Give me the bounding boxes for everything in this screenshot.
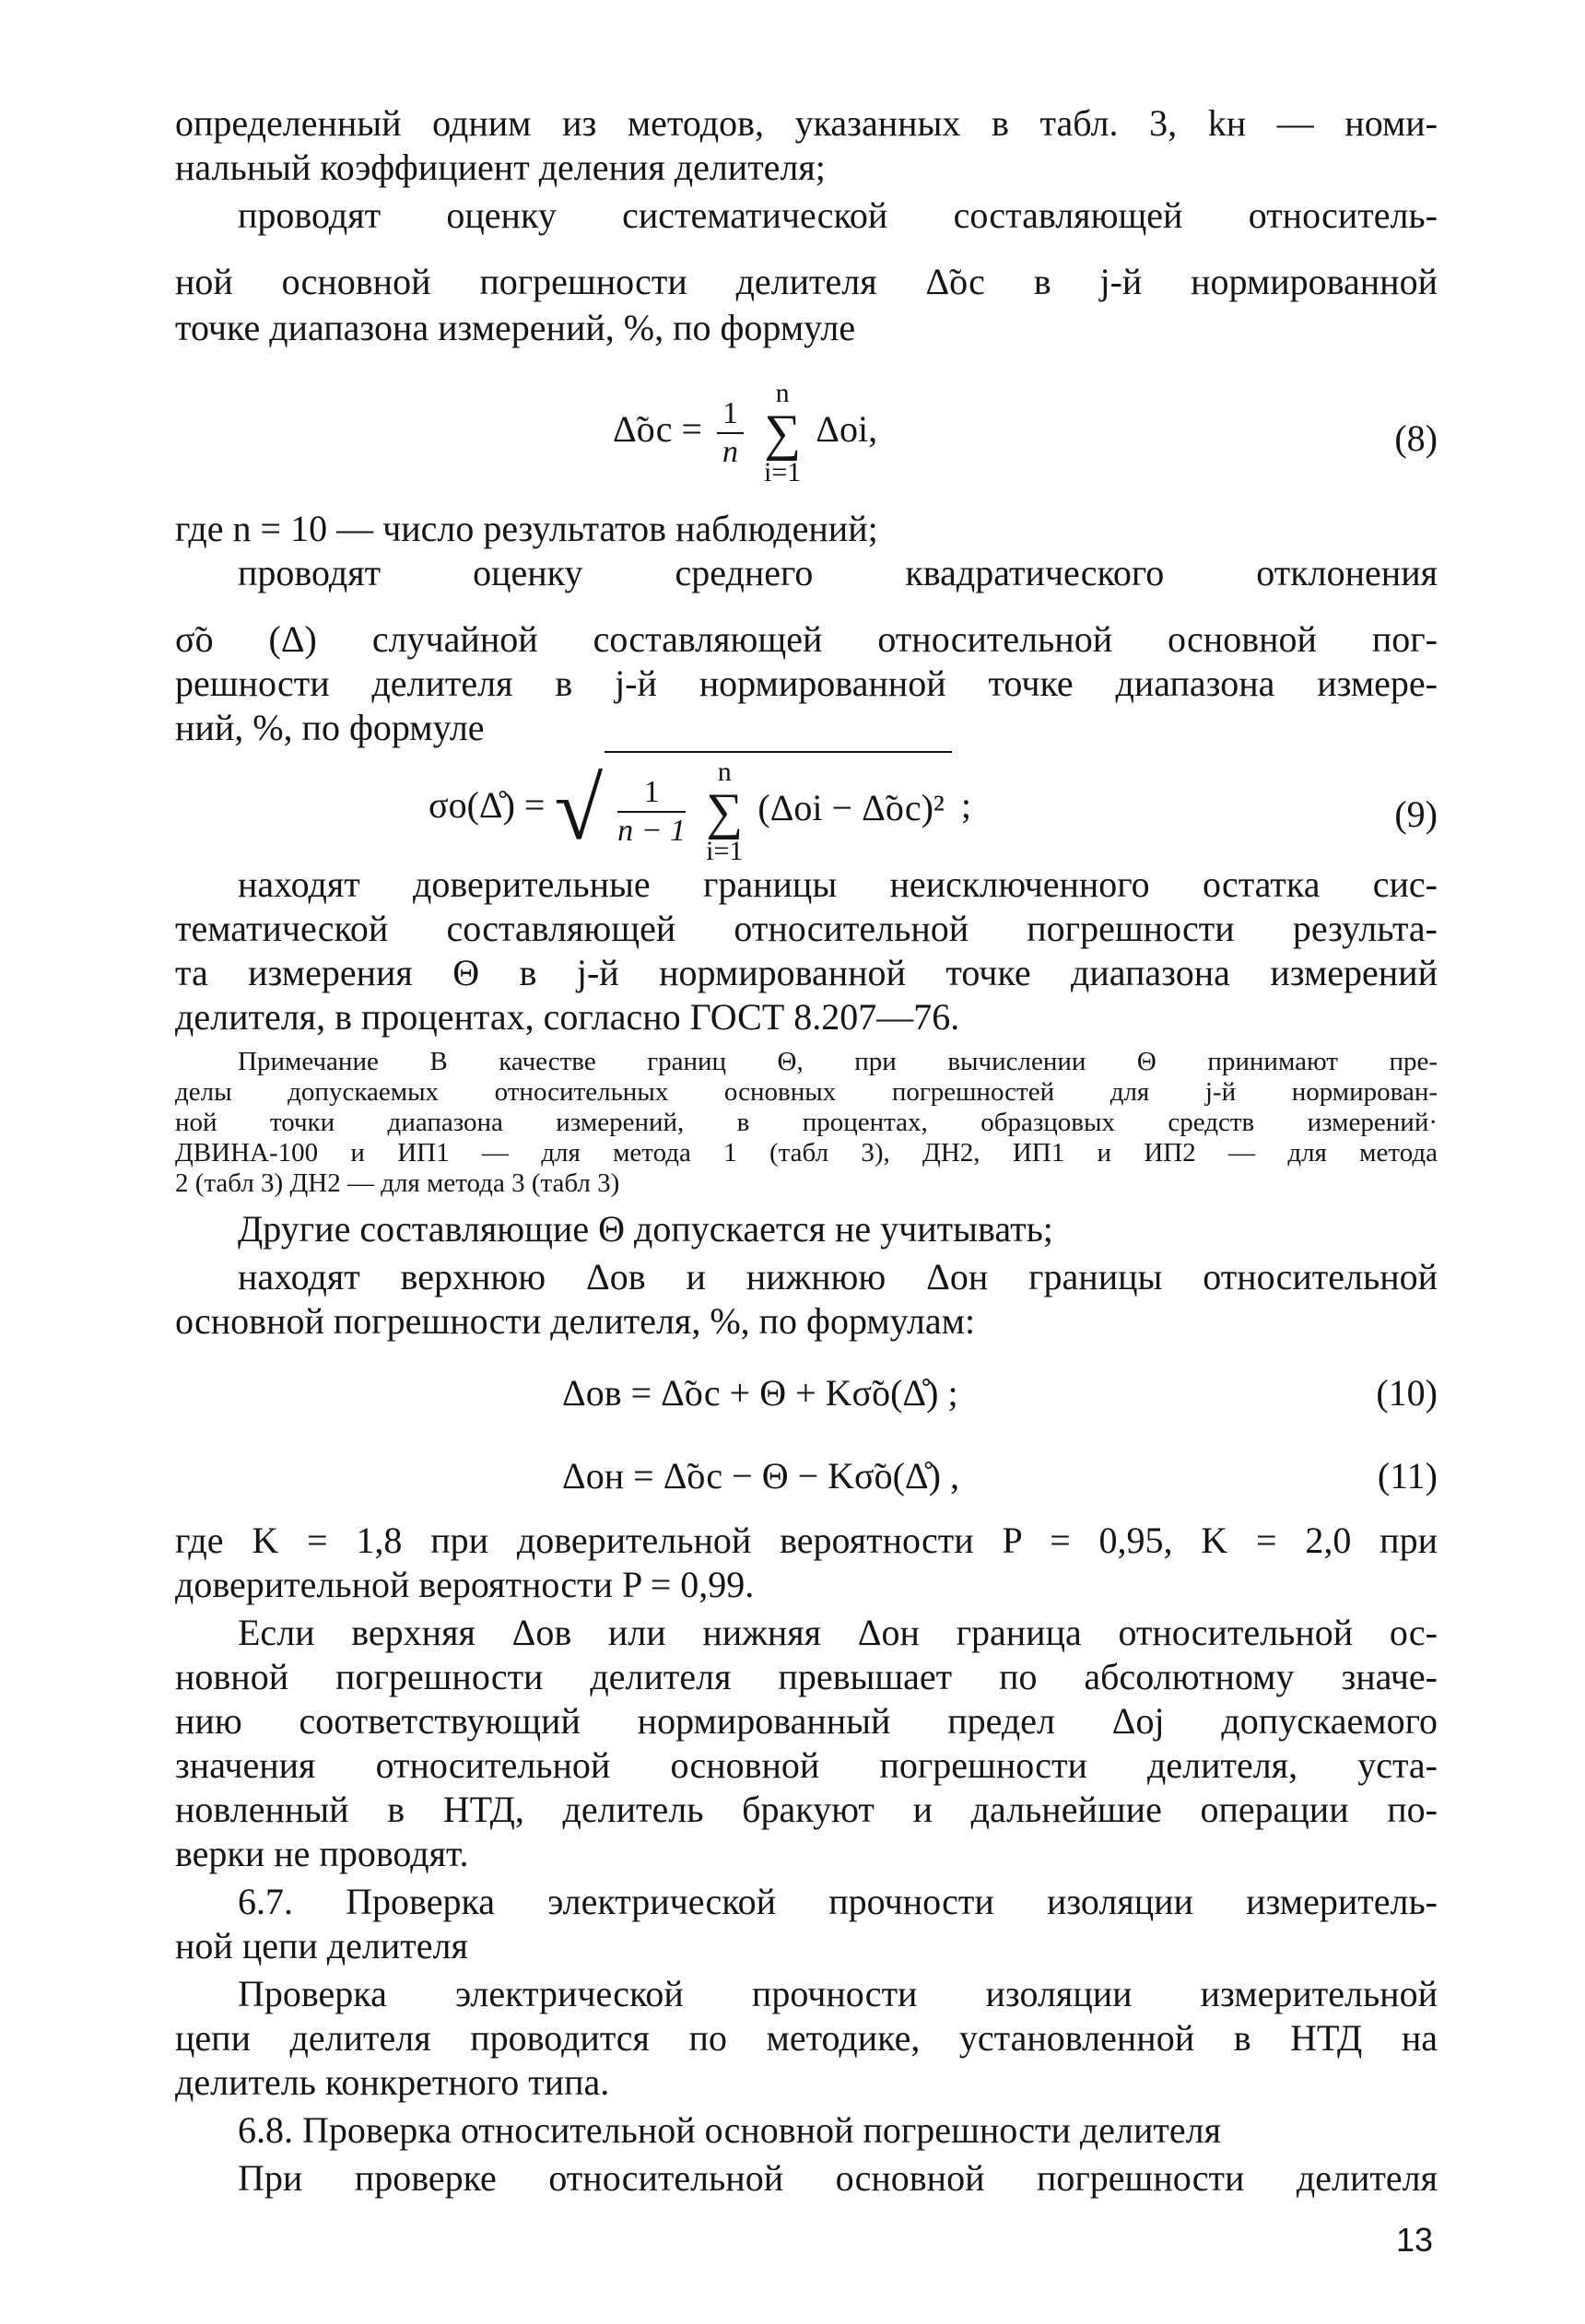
formula-10-number: (10) xyxy=(1376,1372,1438,1414)
text-line: где K = 1,8 при доверительной вероятности P = 0,95, K = 2,0 при xyxy=(175,1520,1438,1561)
text-line: находят доверительные границы неисключенного остатка сис- xyxy=(238,863,1438,905)
formula-9-term: (Δоi − Δ̃ос)² xyxy=(757,787,945,829)
text-line: новленный в НТД, делитель бракуют и дальнейшие операции по- xyxy=(175,1789,1438,1830)
formula-9-sum xyxy=(706,757,743,867)
text-line: Другие составляющие Θ допускается не учитывать; xyxy=(238,1208,1053,1250)
text-line: значения относительной основной погрешности делителя, уста- xyxy=(175,1744,1438,1786)
text-line: делителя, в процентах, согласно ГОСТ 8.207—76. xyxy=(175,996,960,1038)
text-line: Если верхняя Δов или нижняя Δон граница относительной ос- xyxy=(238,1612,1438,1653)
text-line: точке диапазона измерений, %, по формуле xyxy=(175,307,856,348)
text-line: где n = 10 — число результатов наблюдений; xyxy=(175,508,878,549)
text-line: делитель конкретного типа. xyxy=(175,2061,610,2103)
formula-9-denominator: n − 1 xyxy=(617,814,687,848)
formula-9-sum-top: n xyxy=(717,757,732,787)
formula-8-sum xyxy=(764,378,801,488)
formula-8-sum-bottom: i=1 xyxy=(764,457,802,487)
formula-8-numerator: 1 xyxy=(717,395,744,434)
formula-8-number: (8) xyxy=(1394,417,1438,459)
text-line: ний, %, по формуле xyxy=(175,707,485,748)
formula-9-lhs: σо(Δ̊) = xyxy=(429,784,546,827)
text-line: находят верхнюю Δов и нижнюю Δон границы относительной xyxy=(238,1256,1438,1297)
text-line: нальный коэффициент деления делителя; xyxy=(175,147,826,188)
section-heading: ной цепи делителя xyxy=(175,1925,468,1966)
text-line: решности делителя в j-й нормированной точке диапазона измере- xyxy=(175,663,1438,704)
text-line: цепи делителя проводится по методике, установленной в НТД на xyxy=(175,2017,1438,2059)
formula-8-fraction xyxy=(717,395,744,471)
text-line: определенный одним из методов, указанных в табл. 3, kн — номи- xyxy=(175,102,1438,144)
text-line: доверительной вероятности P = 0,99. xyxy=(175,1564,755,1605)
text-line: нию соответствующий нормированный предел Δоj допускаемого xyxy=(175,1700,1438,1742)
section-heading: 6.8. Проверка относительной основной погрешности делителя xyxy=(238,2109,1221,2151)
note-line: ДВИНА-100 и ИП1 — для метода 1 (табл 3), ДН2, ИП1 и ИП2 — для метода xyxy=(175,1138,1438,1168)
formula-9-sum-bottom: i=1 xyxy=(706,836,744,866)
formula-8-denominator: n xyxy=(722,435,739,469)
note-line: 2 (табл 3) ДН2 — для метода 3 (табл 3) xyxy=(175,1168,620,1198)
note-line: Примечание В качестве границ Θ, при вычислении Θ принимают пре- xyxy=(238,1047,1438,1076)
text-line: проводят оценку систематической составляющей относитель- xyxy=(238,194,1438,236)
note-line: делы допускаемых относительных основных погрешностей для j-й нормирован- xyxy=(175,1077,1438,1107)
formula-11: Δон = Δ̃ос − Θ − Kσ̃о(Δ̊) , xyxy=(562,1455,959,1497)
sum-symbol: ∑ xyxy=(706,783,744,840)
text-line: проводят оценку среднего квадратического отклонения xyxy=(238,552,1438,593)
text-line: ной основной погрешности делителя Δ̃ос в j-й нормированной xyxy=(175,261,1438,302)
note-line: ной точки диапазона измерений, в процентах, образцовых средств измерений· xyxy=(175,1108,1438,1137)
section-heading: 6.7. Проверка электрической прочности изоляции измеритель- xyxy=(238,1881,1438,1922)
text-line: та измерения Θ в j-й нормированной точке диапазона измерений xyxy=(175,952,1438,993)
page-number: 13 xyxy=(1396,2221,1434,2259)
formula-8-lhs: Δ̃ос = xyxy=(613,408,703,451)
text-line: тематической составляющей относительной погрешности результа- xyxy=(175,908,1438,949)
text-line: новной погрешности делителя превышает по абсолютному значе- xyxy=(175,1656,1438,1697)
formula-11-number: (11) xyxy=(1377,1455,1438,1497)
text-line: верки не проводят. xyxy=(175,1833,469,1874)
formula-9-fraction xyxy=(617,774,686,850)
text-line: При проверке относительной основной погрешности делителя xyxy=(238,2157,1438,2199)
formula-8-sum-top: n xyxy=(775,378,790,408)
formula-8-term: Δоi, xyxy=(816,408,878,451)
sqrt-icon: √ xyxy=(554,759,604,858)
text-line: Проверка электрической прочности изоляции измерительной xyxy=(238,1973,1438,2014)
formula-9-number: (9) xyxy=(1394,793,1438,835)
text-line: σ̃о (Δ) случайной составляющей относительной основной пог- xyxy=(175,618,1438,660)
formula-9 xyxy=(429,751,971,867)
formula-9-radicand xyxy=(605,751,952,867)
sum-symbol: ∑ xyxy=(764,405,802,462)
text-line: основной погрешности делителя, %, по формулам: xyxy=(175,1300,976,1342)
formula-9-end: ; xyxy=(960,784,972,827)
formula-9-numerator: 1 xyxy=(617,774,686,813)
formula-10: Δов = Δ̃ос + Θ + Kσ̃о(Δ̊) ; xyxy=(562,1372,958,1414)
formula-8 xyxy=(613,378,877,488)
